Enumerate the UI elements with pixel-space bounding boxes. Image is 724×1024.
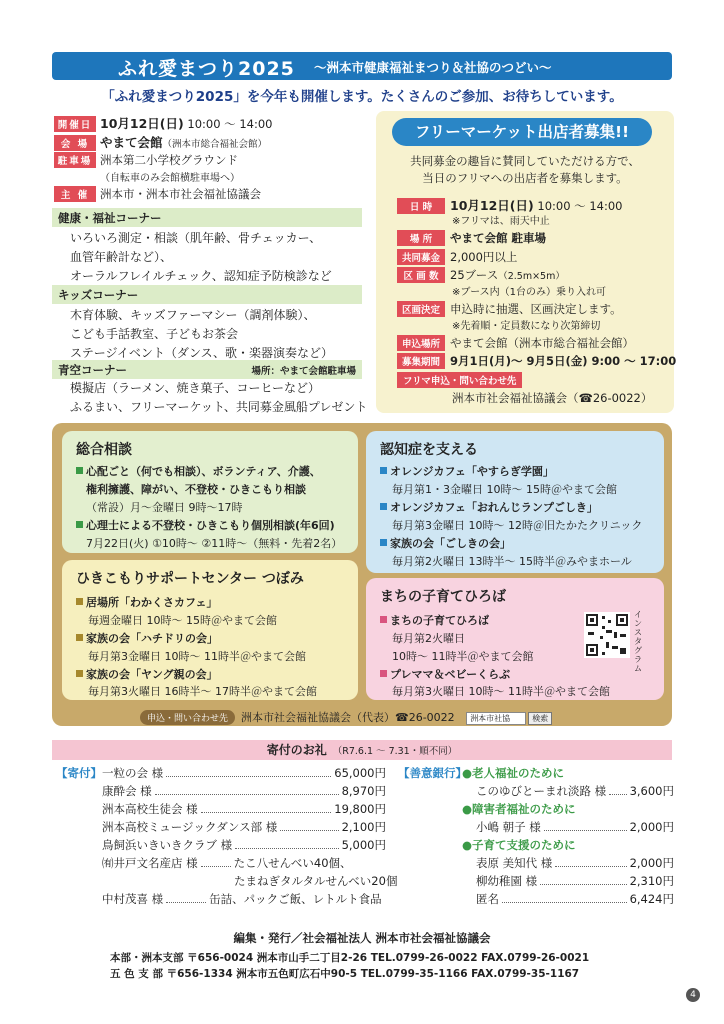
hikikomori-item-detail: 毎月第3火曜日 16時半～ 17時半＠やまて会館	[88, 685, 317, 698]
hikikomori-title: ひきこもりサポートセンター つぼみ	[76, 571, 304, 587]
dementia-item: 家族の会「ごしきの会」	[380, 535, 511, 551]
flea-contact: 洲本市社会福祉協議会（☎26-0022）	[452, 391, 653, 405]
childcare-item-detail: 毎月第2火曜日	[392, 632, 465, 645]
footer	[52, 930, 672, 982]
search-input[interactable]: 洲本市社協	[466, 712, 526, 725]
event-host-row: 主 催 洲本市・洲本市社会福祉協議会	[54, 186, 261, 202]
childcare-title: まちの子育てひろば	[380, 589, 506, 605]
event-parking-row: 駐車場 洲本第二小学校グラウンド	[54, 152, 238, 168]
address-line: 五 色 支 部 〒656-1334 洲本市五色町広石中90-5 TEL.0799-35-1166 FAX.0799-35-1167	[110, 968, 580, 980]
flea-market-title: フリーマーケット出店者募集!!	[392, 118, 652, 146]
page-title: ふれ愛まつり2025	[118, 58, 295, 80]
support-contact: 申込・問い合わせ先 洲本市社会福祉協議会（代表）☎26-0022 洲本市社協 検索	[140, 709, 552, 725]
event-venue-row: 会 場 やまて会館（洲本市総合福祉会館）	[54, 133, 267, 151]
flea-row-apply-place: 申込場所 やまて会館（洲本市総合福祉会館）	[397, 335, 634, 351]
donation-row: このゆびとーまれ淡路 様 3,600円	[476, 784, 674, 798]
donation-row: 匿名 6,424円	[476, 892, 674, 906]
consult-item: 7月22日(火) ①10時～ ②11時～（無料・先着2名）	[86, 537, 343, 550]
donation-row: 【寄付】 一粒の会 様 65,000円	[56, 766, 386, 780]
flea-row-lottery: 区画決定 申込時に抽選、区画決定します。	[397, 301, 622, 317]
donation-row: 表原 美知代 様 2,000円	[476, 856, 674, 870]
hikikomori-item: 家族の会「ハチドリの会」	[76, 630, 218, 646]
hikikomori-item: 居場所「わかくさカフェ」	[76, 594, 217, 610]
event-date-row: 開催日 10月12日(日) 10:00 ～ 14:00	[54, 114, 272, 132]
childcare-item: プレママ＆ベビーくらぶ	[380, 666, 510, 682]
dementia-title: 認知症を支える	[380, 442, 478, 458]
page-number: 4	[686, 988, 700, 1002]
flea-intro: 共同募金の趣旨に賛同していただける方で、 当日のフリマへの出店者を募集します。	[410, 154, 640, 185]
flea-row-donation: 共同募金 2,000円以上	[397, 249, 517, 265]
hikikomori-item-detail: 毎週金曜日 10時～ 15時＠やまて会館	[88, 614, 277, 627]
childcare-item-detail: 10時～ 11時半＠やまて会館	[392, 650, 534, 663]
corner-health-body: いろいろ測定・相談（肌年齢、骨チェッカー、 血管年齢計など）、 オーラルフレイルチェック、認知症予防検診など	[70, 231, 332, 283]
corner-health-header: 健康・福祉コーナー	[52, 208, 362, 227]
donation-row: 柳幼稚園 様 2,310円	[476, 874, 674, 888]
donation-row: 小嶋 朝子 様 2,000円	[476, 820, 674, 834]
address-line: 本部・洲本支部 〒656-0024 洲本市山手二丁目2-26 TEL.0799-26-0022 FAX.0799-26-0021	[110, 952, 590, 964]
donations-right: 【善意銀行】 ●老人福祉のために このゆびとーまれ淡路 様 3,600円 ●障害者福祉のために 小嶋 朝子 様 2,000円 ●子育て支援のために 表原 美知代 様 2,000円 柳幼稚園 様 2,310円 匿名 6,424円	[398, 766, 674, 906]
instagram-label: インスタグラム	[634, 610, 642, 673]
flea-row-period: 募集期間 9月1日(月)～ 9月5日(金) 9:00 ～ 17:00	[397, 353, 676, 369]
donation-row: ㈲井戸文名産店 様 たこ八せんべい40個、	[102, 856, 352, 870]
event-parking-note: （自転車のみ会館横駐車場へ）	[100, 173, 240, 184]
childcare-item: まちの子育てひろば	[380, 612, 489, 628]
consult-item: 権利擁護、障がい、不登校・ひきこもり相談	[86, 483, 306, 496]
childcare-item-detail: 毎月第3火曜日 10時～ 11時半＠やまて会館	[392, 685, 610, 698]
dementia-item: オレンジカフェ「おれんじランプごしき」	[380, 499, 598, 515]
donation-row: 洲本高校ミュージックダンス部 様 2,100円	[102, 820, 386, 834]
consult-item: （常設）月～金曜日 9時～17時	[86, 501, 243, 514]
hikikomori-item-detail: 毎月第3金曜日 10時～ 11時半＠やまて会館	[88, 650, 306, 663]
flea-row-place: 場 所 やまて会館 駐車場	[397, 230, 546, 246]
flea-row-booths: 区 画 数 25ブース（2.5m×5m）	[397, 267, 565, 283]
flea-row-lottery-note: ※先着順・定員数になり次第締切	[452, 321, 601, 332]
page-subtitle: ～洲本市健康福祉まつり＆社協のつどい～	[314, 60, 552, 75]
lead-text: 「ふれ愛まつり2025」を今年も開催します。たくさんのご参加、お待ちしています。	[101, 89, 623, 105]
donation-row: 中村茂喜 様 缶詰、パックご飯、レトルト食品	[102, 892, 382, 906]
consult-title: 総合相談	[76, 442, 132, 458]
qr-code-icon[interactable]	[584, 612, 630, 658]
consult-item: 心配ごと（何でも相談）、ボランティア、介護、	[76, 463, 321, 479]
hikikomori-item: 家族の会「ヤング親の会」	[76, 666, 218, 682]
flea-row-date: 日 時 10月12日(日) 10:00 ～ 14:00	[397, 196, 622, 214]
flea-row-booths-note: ※ブース内（1台のみ）乗り入れ可	[452, 287, 606, 298]
dementia-item: オレンジカフェ「やすらぎ学園」	[380, 463, 554, 479]
donation-row: 康酔会 様 8,970円	[102, 784, 386, 798]
corner-kids-body: 木育体験、キッズファーマシー（調剤体験）、 こども手話教室、子どもお茶会 ステージイベント（ダンス、歌・楽器演奏など）	[70, 308, 334, 360]
donations-left	[56, 764, 398, 908]
donation-row: たまねぎタルタルせんべい20個	[234, 874, 398, 888]
dementia-item-detail: 毎月第3金曜日 10時～ 12時＠旧たかたクリニック	[392, 519, 643, 532]
consult-item: 心理士による不登校・ひきこもり個別相談(年6回)	[76, 517, 335, 533]
donation-row: 鳥飼浜いきいきクラブ 様 5,000円	[102, 838, 386, 852]
corner-outdoor-header: 青空コーナー 場所：やまて会館駐車場	[52, 360, 362, 379]
donations-header: 寄付のお礼 （R7.6.1 ～ 7.31・順不同）	[52, 740, 672, 760]
dementia-item-detail: 毎月第2火曜日 13時半～ 15時半＠みやまホール	[392, 555, 632, 568]
publisher: 編集・発行／社会福祉法人 洲本市社会福祉協議会	[233, 931, 491, 945]
corner-outdoor-body: 模擬店（ラーメン、焼き菓子、コーヒーなど） ふるまい、フリーマーケット、共同募金風船プレゼント	[70, 381, 368, 414]
flea-row-date-note: ※フリマは、雨天中止	[452, 216, 550, 227]
dementia-item-detail: 毎月第1・3金曜日 10時～ 15時＠やまて会館	[392, 483, 617, 496]
flea-contact-tag: フリマ申込・問い合わせ先	[397, 372, 527, 388]
corner-kids-header: キッズコーナー	[52, 285, 362, 304]
donation-row: 洲本高校生徒会 様 19,800円	[102, 802, 386, 816]
search-button[interactable]: 検索	[528, 712, 552, 725]
title-banner	[52, 52, 672, 80]
